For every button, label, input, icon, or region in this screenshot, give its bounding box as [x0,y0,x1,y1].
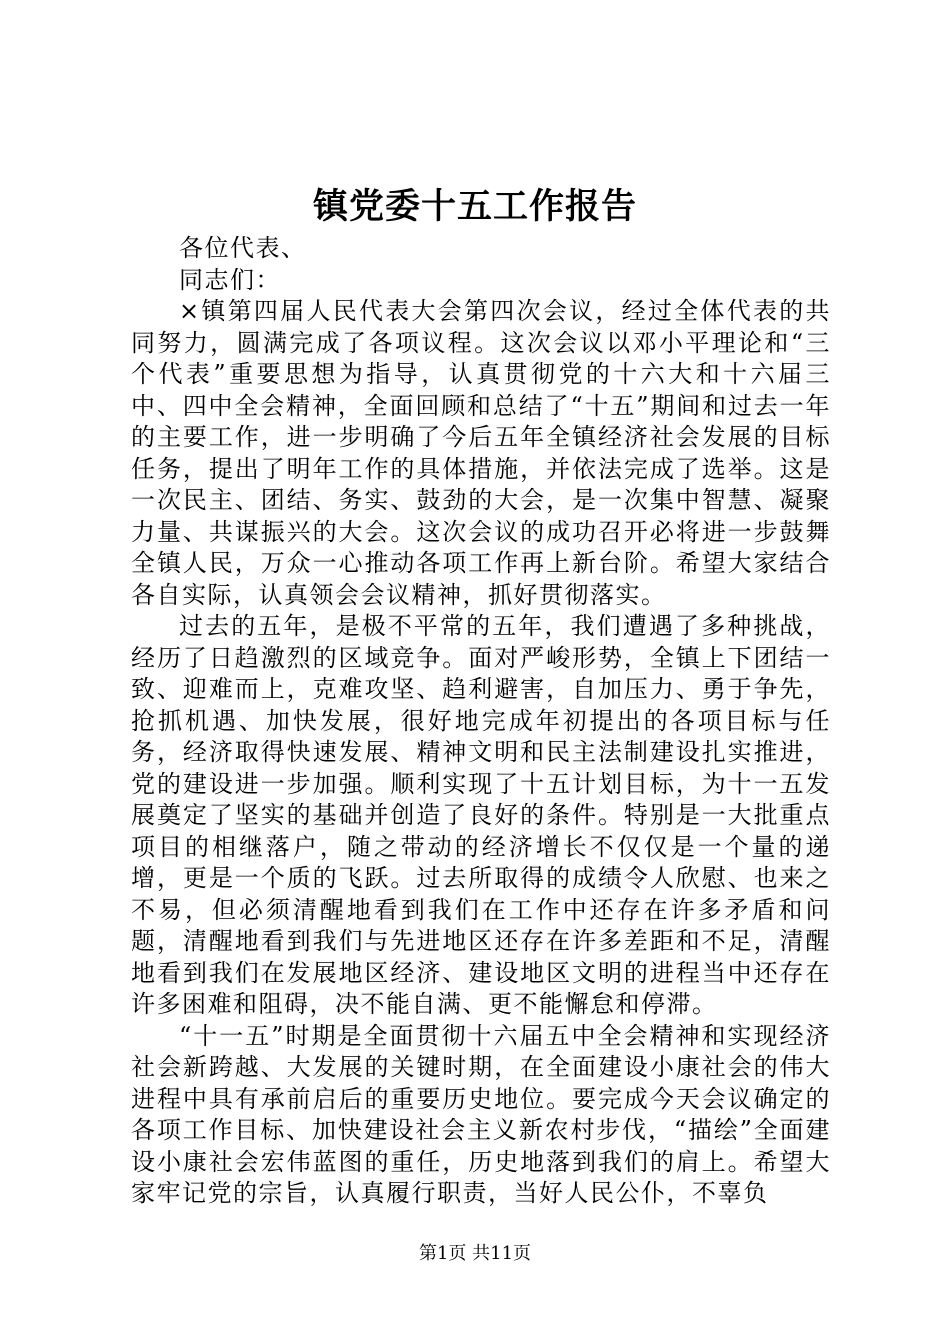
page-footer: 第1页 共11页 [418,1243,532,1264]
paragraph-3: “十一五”时期是全面贯彻十六届五中全会精神和实现经济社会新跨越、大发展的关键时期，在全面建设小康社会的伟大进程中具有承前启后的重要历史地位。要完成今天会议确定的各项工作目标、加快建设社会主义新农村步伐，“描绘”全面建设小康社会宏伟蓝图的重任，历史地落到我们的肩上。希望大家牢记党的宗旨，认真履行职责，当好人民公仆，不辜负 [131,1021,831,1207]
document-body [131,233,831,1210]
paragraph-1: ×镇第四届人民代表大会第四次会议，经过全体代表的共同努力，圆满完成了各项议程。这次会议以邓小平理论和“三个代表”重要思想为指导，认真贯彻党的十六大和十六届三中、四中全会精神，全面回顾和总结了“十五”期间和过去一年的主要工作，进一步明确了今后五年全镇经济社会发展的目标任务，提出了明年工作的具体措施，并依法完成了选举。这是一次民主、团结、务实、鼓劲的大会，是一次集中智慧、凝聚力量、共谋振兴的大会。这次会议的成功召开必将进一步鼓舞全镇人民，万众一心推动各项工作再上新台阶。希望大家结合各自实际，认真领会会议精神，抓好贯彻落实。 [131,297,831,609]
salutation-line-1: 各位代表、 [179,234,307,262]
paragraph-2: 过去的五年，是极不平常的五年，我们遭遇了多种挑战，经历了日趋激烈的区域竞争。面对严峻形势，全镇上下团结一致、迎难而上，克难攻坚、趋利避害，自加压力、勇于争先，抢抓机遇、加快发展，很好地完成年初提出的各项目标与任务，经济取得快速发展、精神文明和民主法制建设扎实推进，党的建设进一步加强。顺利实现了十五计划目标，为十一五发展奠定了坚实的基础并创造了良好的条件。特别是一大批重点项目的相继落户，随之带动的经济增长不仅仅是一个量的递增，更是一个质的飞跃。过去所取得的成绩令人欣慰、也来之不易，但必须清醒地看到我们在工作中还存在许多矛盾和问题，清醒地看到我们与先进地区还存在许多差距和不足，清醒地看到我们在发展地区经济、建设地区文明的进程当中还存在许多困难和阻碍，决不能自满、更不能懈怠和停滞。 [131,612,831,1018]
document-title: 镇党委十五工作报告 [312,186,637,227]
salutation-line-2: 同志们： [179,265,281,294]
